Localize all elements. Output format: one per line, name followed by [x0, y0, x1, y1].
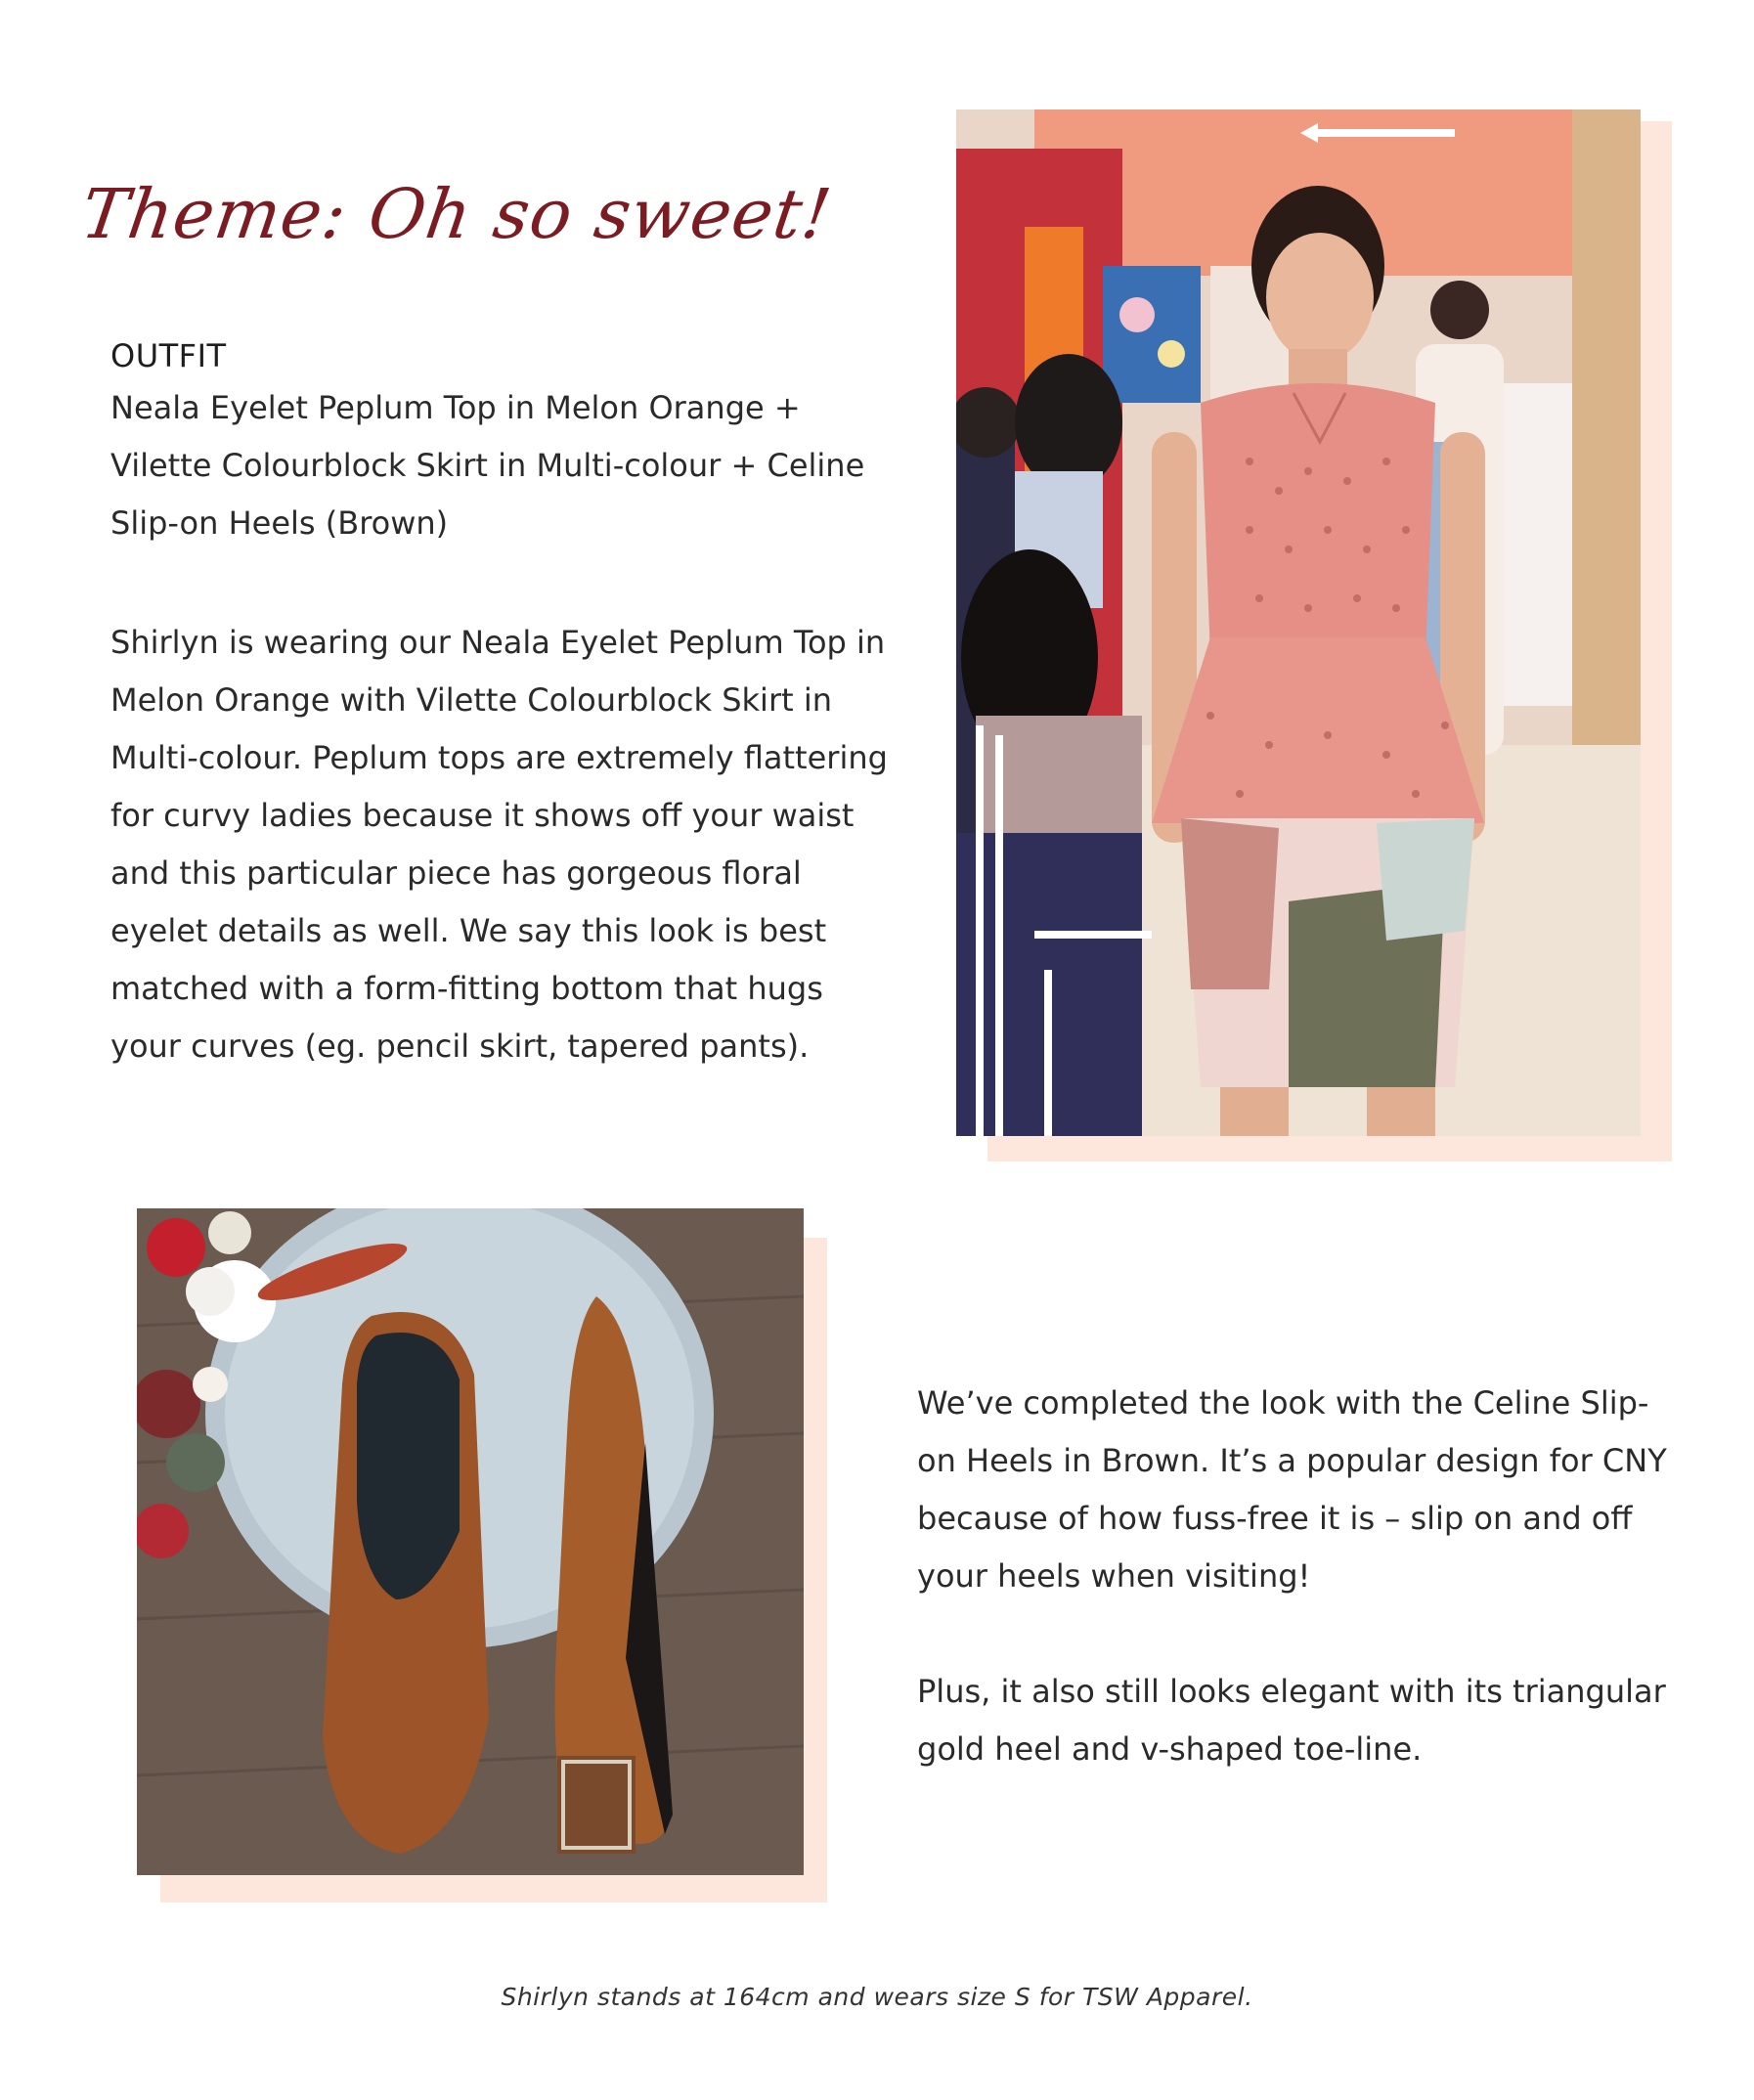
shoe-description	[917, 1375, 1680, 1778]
size-caption: Shirlyn stands at 164cm and wears size S for TSW Apparel.	[501, 1983, 1253, 2011]
outfit-heading: OUTFIT	[110, 337, 227, 374]
outfit-description: Shirlyn is wearing our Neala Eyelet Peplum Top in Melon Orange with Vilette Colourblock Skirt in Multi-colour. Peplum tops are extremely flattering for curvy ladies because it shows off your waist and this particular piece has gorgeous floral eyelet details as well. We say this look is best matched with a form-fitting bottom that hugs your curves (eg. pencil skirt, tapered pants).	[110, 624, 888, 1065]
page-title: Theme: Oh so sweet!	[76, 174, 837, 254]
shoe-photo	[137, 1208, 804, 1875]
outfit-section	[110, 332, 893, 552]
outfit-items: Neala Eyelet Peplum Top in Melon Orange + Vilette Colourblock Skirt in Multi-colour + Celine Slip-on Heels (Brown)	[110, 389, 865, 542]
shoe-paragraph-1: We’ve completed the look with the Celine Slip-on Heels in Brown. It’s a popular design for CNY because of how fuss-free it is – slip on and off your heels when visiting!	[917, 1384, 1667, 1595]
shoe-paragraph-2: Plus, it also still looks elegant with its triangular gold heel and v-shaped toe-line.	[917, 1673, 1666, 1768]
model-photo	[956, 109, 1641, 1136]
